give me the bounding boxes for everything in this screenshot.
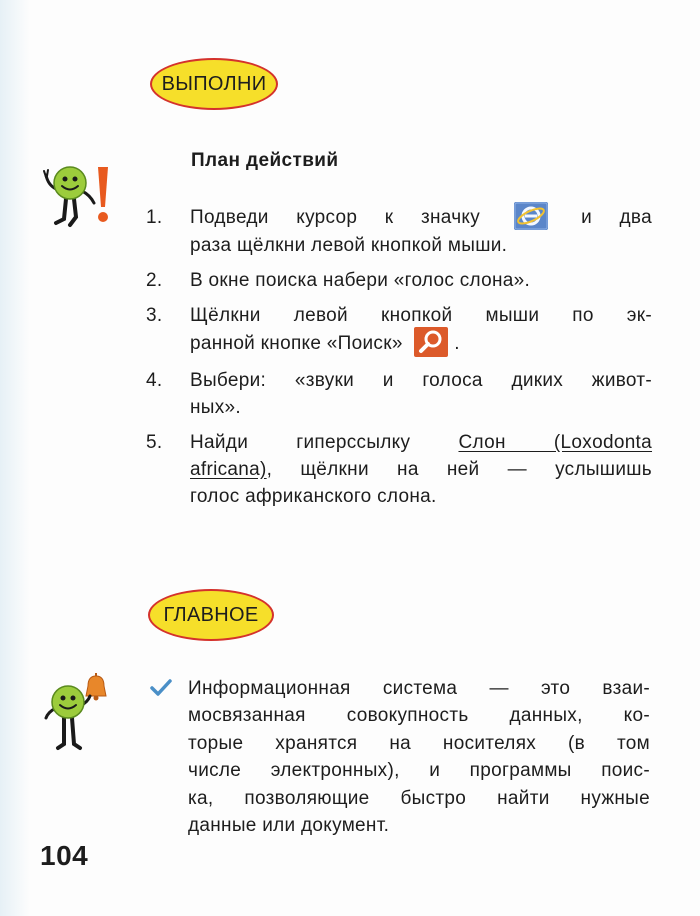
main-section-badge [148, 589, 274, 641]
step-3-line-2: ранной кнопке «Поиск» . [190, 329, 652, 359]
page-number: 104 [40, 840, 89, 871]
step-4-line-2: ных». [190, 397, 241, 418]
elephant-hyperlink-part-1[interactable]: Слон (Loxodonta [458, 432, 653, 453]
smiley-exclamation-icon [36, 155, 116, 235]
plan-step-5 [146, 429, 652, 510]
step-5-line-3: голос африканского слона. [190, 486, 437, 507]
step-number: 4. [146, 370, 163, 391]
step-4-line-1: Выбери: «звуки и голоса диких живот- [190, 370, 652, 391]
main-section-label: ГЛАВНОЕ [163, 603, 259, 626]
definition-line: торые хранятся на носителях (в том [188, 732, 650, 754]
plan-steps-list [146, 204, 652, 518]
step-3-line-1: Щёлкни левой кнопкой мыши по эк- [190, 305, 652, 326]
step-number: 3. [146, 305, 163, 326]
plan-title: План действий [191, 150, 339, 171]
plan-step-4 [146, 367, 652, 421]
step-number: 5. [146, 432, 163, 453]
step-5-line-1: Найди гиперссылку Слон (Loxodonta [190, 432, 653, 453]
step-1-line-1: Подведи курсор к значку и два [190, 204, 652, 232]
definition-line: данные или документ. [188, 815, 390, 837]
definition-line: Информационная система — это взаи- [188, 678, 650, 699]
smiley-bell-icon [36, 672, 116, 756]
step-1-line-2: раза щёлкни левой кнопкой мыши. [190, 235, 508, 256]
plan-step-2 [146, 267, 652, 294]
magnifier-icon [414, 327, 448, 357]
definition-line: ка, позволяющие быстро найти нужные [188, 787, 650, 809]
step-number: 1. [146, 207, 163, 228]
page-margin-strip [0, 0, 30, 916]
step-number: 2. [146, 270, 163, 291]
main-definition-text [188, 675, 650, 839]
definition-line: числе электронных), и программы поис- [188, 760, 650, 782]
check-icon [150, 678, 172, 698]
plan-step-3 [146, 302, 652, 359]
elephant-hyperlink-part-2[interactable]: africana) [190, 459, 267, 480]
task-section-label: ВЫПОЛНИ [161, 72, 267, 95]
task-section-badge [150, 58, 278, 110]
step-5-line-2: africana), щёлкни на ней — услышишь [190, 459, 652, 480]
plan-step-1 [146, 204, 652, 259]
definition-line: мосвязанная совокупность данных, ко- [188, 705, 650, 727]
internet-explorer-icon [514, 202, 548, 230]
step-2-line-1: В окне поиска набери «голос слона». [190, 270, 531, 291]
